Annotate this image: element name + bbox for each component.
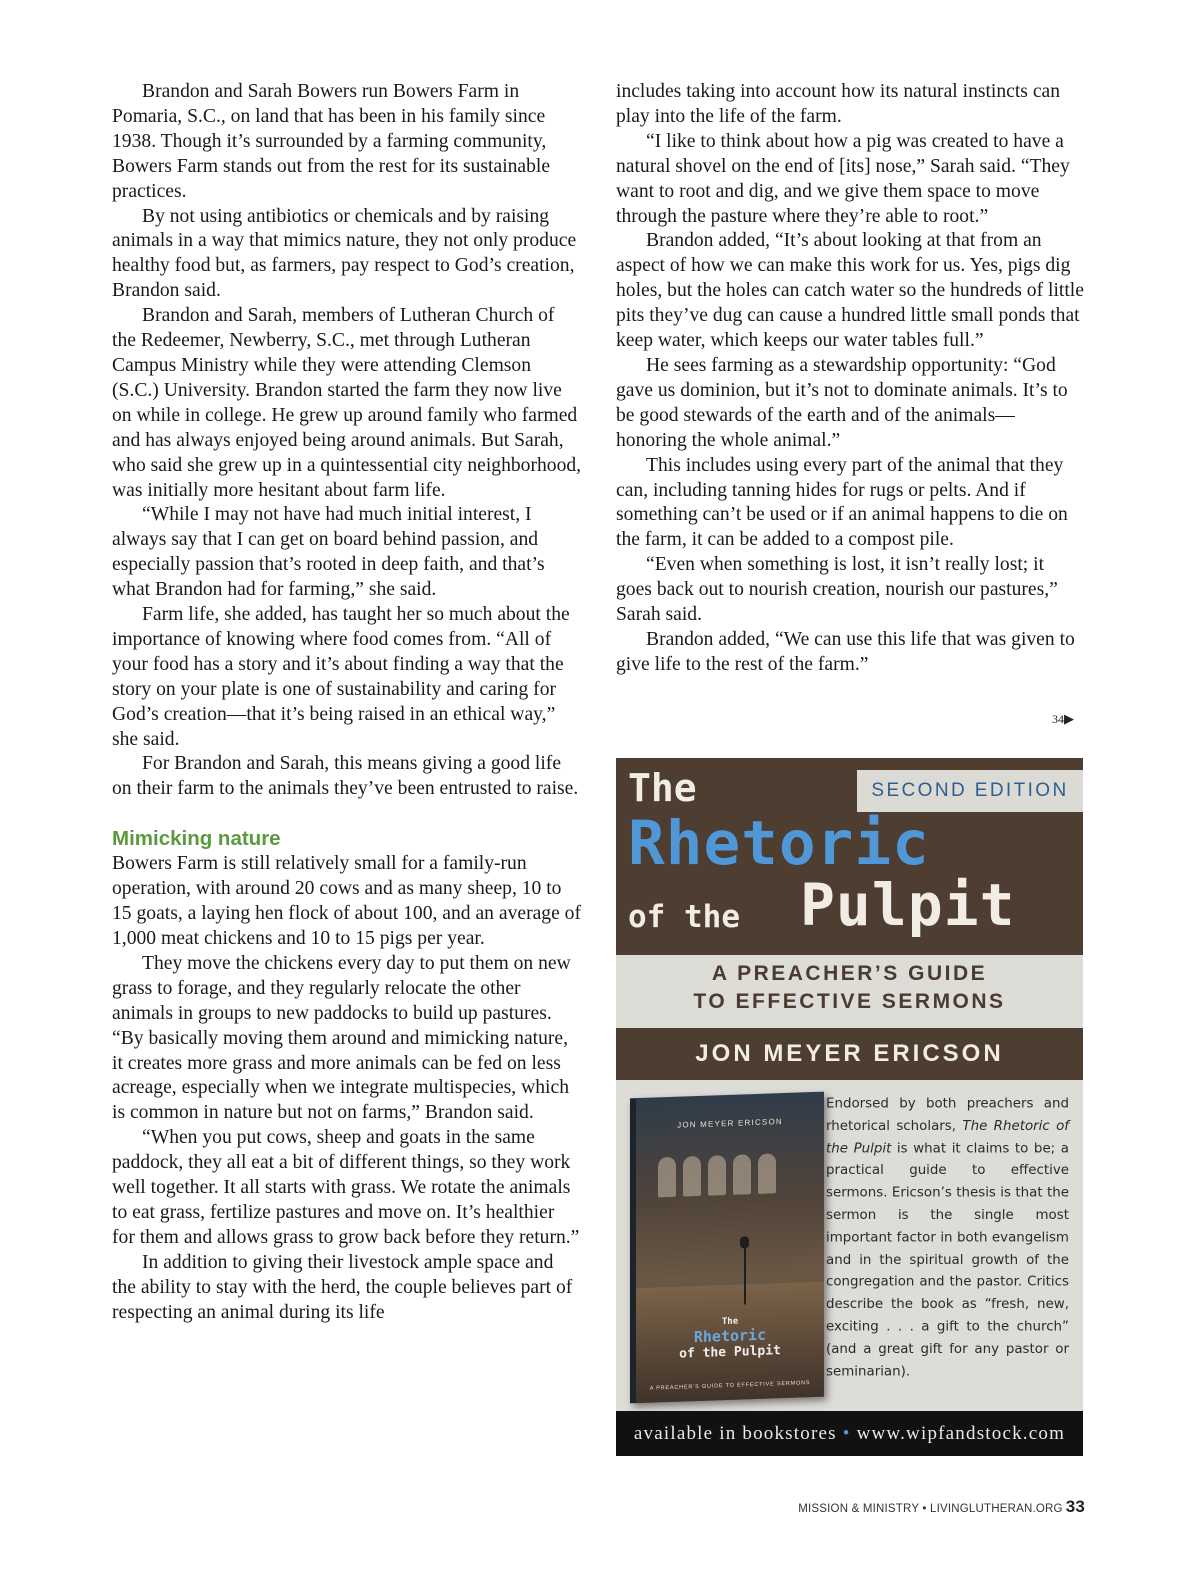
ad-blurb xyxy=(826,1093,1069,1383)
book-cover-rhetoric: Rhetoric xyxy=(693,1325,767,1347)
continued-jump xyxy=(1052,711,1074,727)
paragraph: includes taking into account how its natural instincts can play into the life of the farm. xyxy=(616,81,1061,127)
tagline-line: A PREACHER’S GUIDE xyxy=(711,962,988,985)
ad-title-pulpit: Pulpit xyxy=(800,871,1016,939)
paragraph: This includes using every part of the animal that they can, including tanning hides for rugs or pelts. And if something can’t be used or if an animal happens to die on the farm, it can be added to a compost pile. xyxy=(616,454,1068,551)
book-cover-author: JON MEYER ERICSON xyxy=(677,1117,783,1130)
church-windows-graphic xyxy=(658,1152,802,1203)
triangle-right-icon: ▶ xyxy=(1064,711,1074,726)
ad-author: JON MEYER ERICSON xyxy=(616,1028,1083,1080)
page-footer xyxy=(798,1497,1085,1517)
subhead: Mimicking nature xyxy=(112,827,281,851)
blurb-text: Endorsed by both preachers and rhetorical scholars, xyxy=(826,1095,1069,1134)
paragraph: They move the chickens every day to put them on new grass to forage, and they regularly relocate the other animals in groups to new paddocks to build up pastures. “By basically moving them around and mimicking nature, it creates more grass and more animals can be fed on less acreage, especially when we integrate multispecies, which is common in nature but not on farms,” Brandon said. xyxy=(112,952,571,1124)
ad-title-the: The xyxy=(628,766,697,810)
blurb-book-title: The Rhetoric of the Pulpit xyxy=(826,1117,1070,1156)
article-left-column xyxy=(112,80,582,1326)
paragraph: He sees farming as a stewardship opportunity: “God gave us dominion, but it’s not to dominate animals. It’s to be good stewards of the earth and of the animals—honoring the whole animal.” xyxy=(616,354,1068,451)
paragraph: For Brandon and Sarah, this means giving a good life on their farm to the animals they’ve been entrusted to raise. xyxy=(112,753,579,800)
book-advertisement xyxy=(616,758,1083,1456)
tagline-line: TO EFFECTIVE SERMONS xyxy=(693,990,1006,1013)
bullet-icon: • xyxy=(842,1423,851,1444)
book-cover-the: The xyxy=(721,1316,739,1328)
book-cover-of-the-pulpit: of the Pulpit xyxy=(679,1343,781,1362)
paragraph: “Even when something is lost, it isn’t really lost; it goes back out to nourish creation, nourish our pastures,” Sarah said. xyxy=(616,554,1058,626)
publication-name: MISSION & MINISTRY • LIVINGLUTHERAN.ORG xyxy=(798,1503,1063,1515)
paragraph: By not using antibiotics or chemicals and by raising animals in a way that mimics nature, they not only produce healthy food but, as farmers, pay respect to God’s creation, Brandon said. xyxy=(112,205,577,302)
ad-footer xyxy=(616,1411,1083,1456)
paragraph: “While I may not have had much initial interest, I always say that I can get on board behind passion, and especially passion that’s rooted in deep faith, and that’s what Brandon had for farming,” she said. xyxy=(112,504,545,601)
article-right-column xyxy=(616,80,1084,678)
paragraph: In addition to giving their livestock ample space and the ability to stay with the herd, the couple believes part of respecting an animal during its life xyxy=(112,1251,573,1323)
blurb-text: is what it claims to be; a practical guide to effective sermons. Ericson’s thesis is that the sermon is the single most important factor in both evangelism and in the spiritual growth of the congregation and the pastor. Critics describe the book as “fresh, new, exciting . . . a gift to the church” (and a great gift for any pastor or seminarian). xyxy=(826,1140,1069,1379)
paragraph: Brandon and Sarah, members of Lutheran Church of the Redeemer, Newberry, S.C., met through Lutheran Campus Ministry while they were attending Clemson (S.C.) University. Brandon started the farm they now live on while in college. He grew up around family who farmed and has always enjoyed being around animals. But Sarah, who said she grew up in a quintessential city neighborhood, was initially more hesitant about farm life. xyxy=(112,305,582,501)
ad-availability: available in bookstores xyxy=(633,1423,837,1444)
book-cover-image xyxy=(630,1092,824,1404)
paragraph: Brandon and Sarah Bowers run Bowers Farm in Pomaria, S.C., on land that has been in his family since 1938. Though it’s surrounded by a farming community, Bowers Farm stands out from the rest for its sustainable practices. xyxy=(112,81,551,202)
book-cover-title xyxy=(636,1314,824,1364)
ad-title-rhetoric: Rhetoric xyxy=(628,808,930,879)
jump-page: 34 xyxy=(1052,712,1064,726)
book-cover-subtitle: A PREACHER’S GUIDE TO EFFECTIVE SERMONS xyxy=(649,1380,811,1392)
microphone-icon xyxy=(744,1244,746,1304)
paragraph: Bowers Farm is still relatively small for a family-run operation, with around 20 cows and as many sheep, 10 to 15 goats, a laying hen flock of about 100, and an average of 1,000 meat chickens and 10 to 15 pigs per year. xyxy=(112,853,582,949)
ad-title-of-the: of the xyxy=(628,899,740,935)
edition-badge: SECOND EDITION xyxy=(857,770,1083,812)
ad-title-block xyxy=(616,758,1083,955)
page-number: 33 xyxy=(1065,1497,1085,1516)
paragraph: Farm life, she added, has taught her so much about the importance of knowing where food comes from. “All of your food has a story and it’s about finding a way that the story on your plate is one of sustainability and caring for God’s creation—that it’s being raised in an ethical way,” she said. xyxy=(112,604,570,750)
paragraph: Brandon added, “We can use this life that was given to give life to the rest of the farm.” xyxy=(616,628,1075,675)
paragraph: Brandon added, “It’s about looking at that from an aspect of how we can make this work for us. Yes, pigs dig holes, but the holes can catch water so the hundreds of little pits they’ve dug can cause a hundred little small ponds that keep water, which keeps our water tables full.” xyxy=(616,230,1084,352)
ad-tagline xyxy=(616,960,1083,1016)
paragraph: “When you put cows, sheep and goats in the same paddock, they all eat a bit of different things, so they work well together. It all starts with grass. We rotate the animals to eat grass, fertilize pastures and move on. It’s healthier for them and allows grass to grow back before they return.” xyxy=(112,1127,580,1248)
paragraph: “I like to think about how a pig was created to have a natural shovel on the end of [its] nose,” Sarah said. “They want to root and dig, and we give them space to move through the pasture where they’re able to root.” xyxy=(616,130,1070,227)
ad-website-link[interactable]: www.wipfandstock.com xyxy=(856,1423,1066,1444)
